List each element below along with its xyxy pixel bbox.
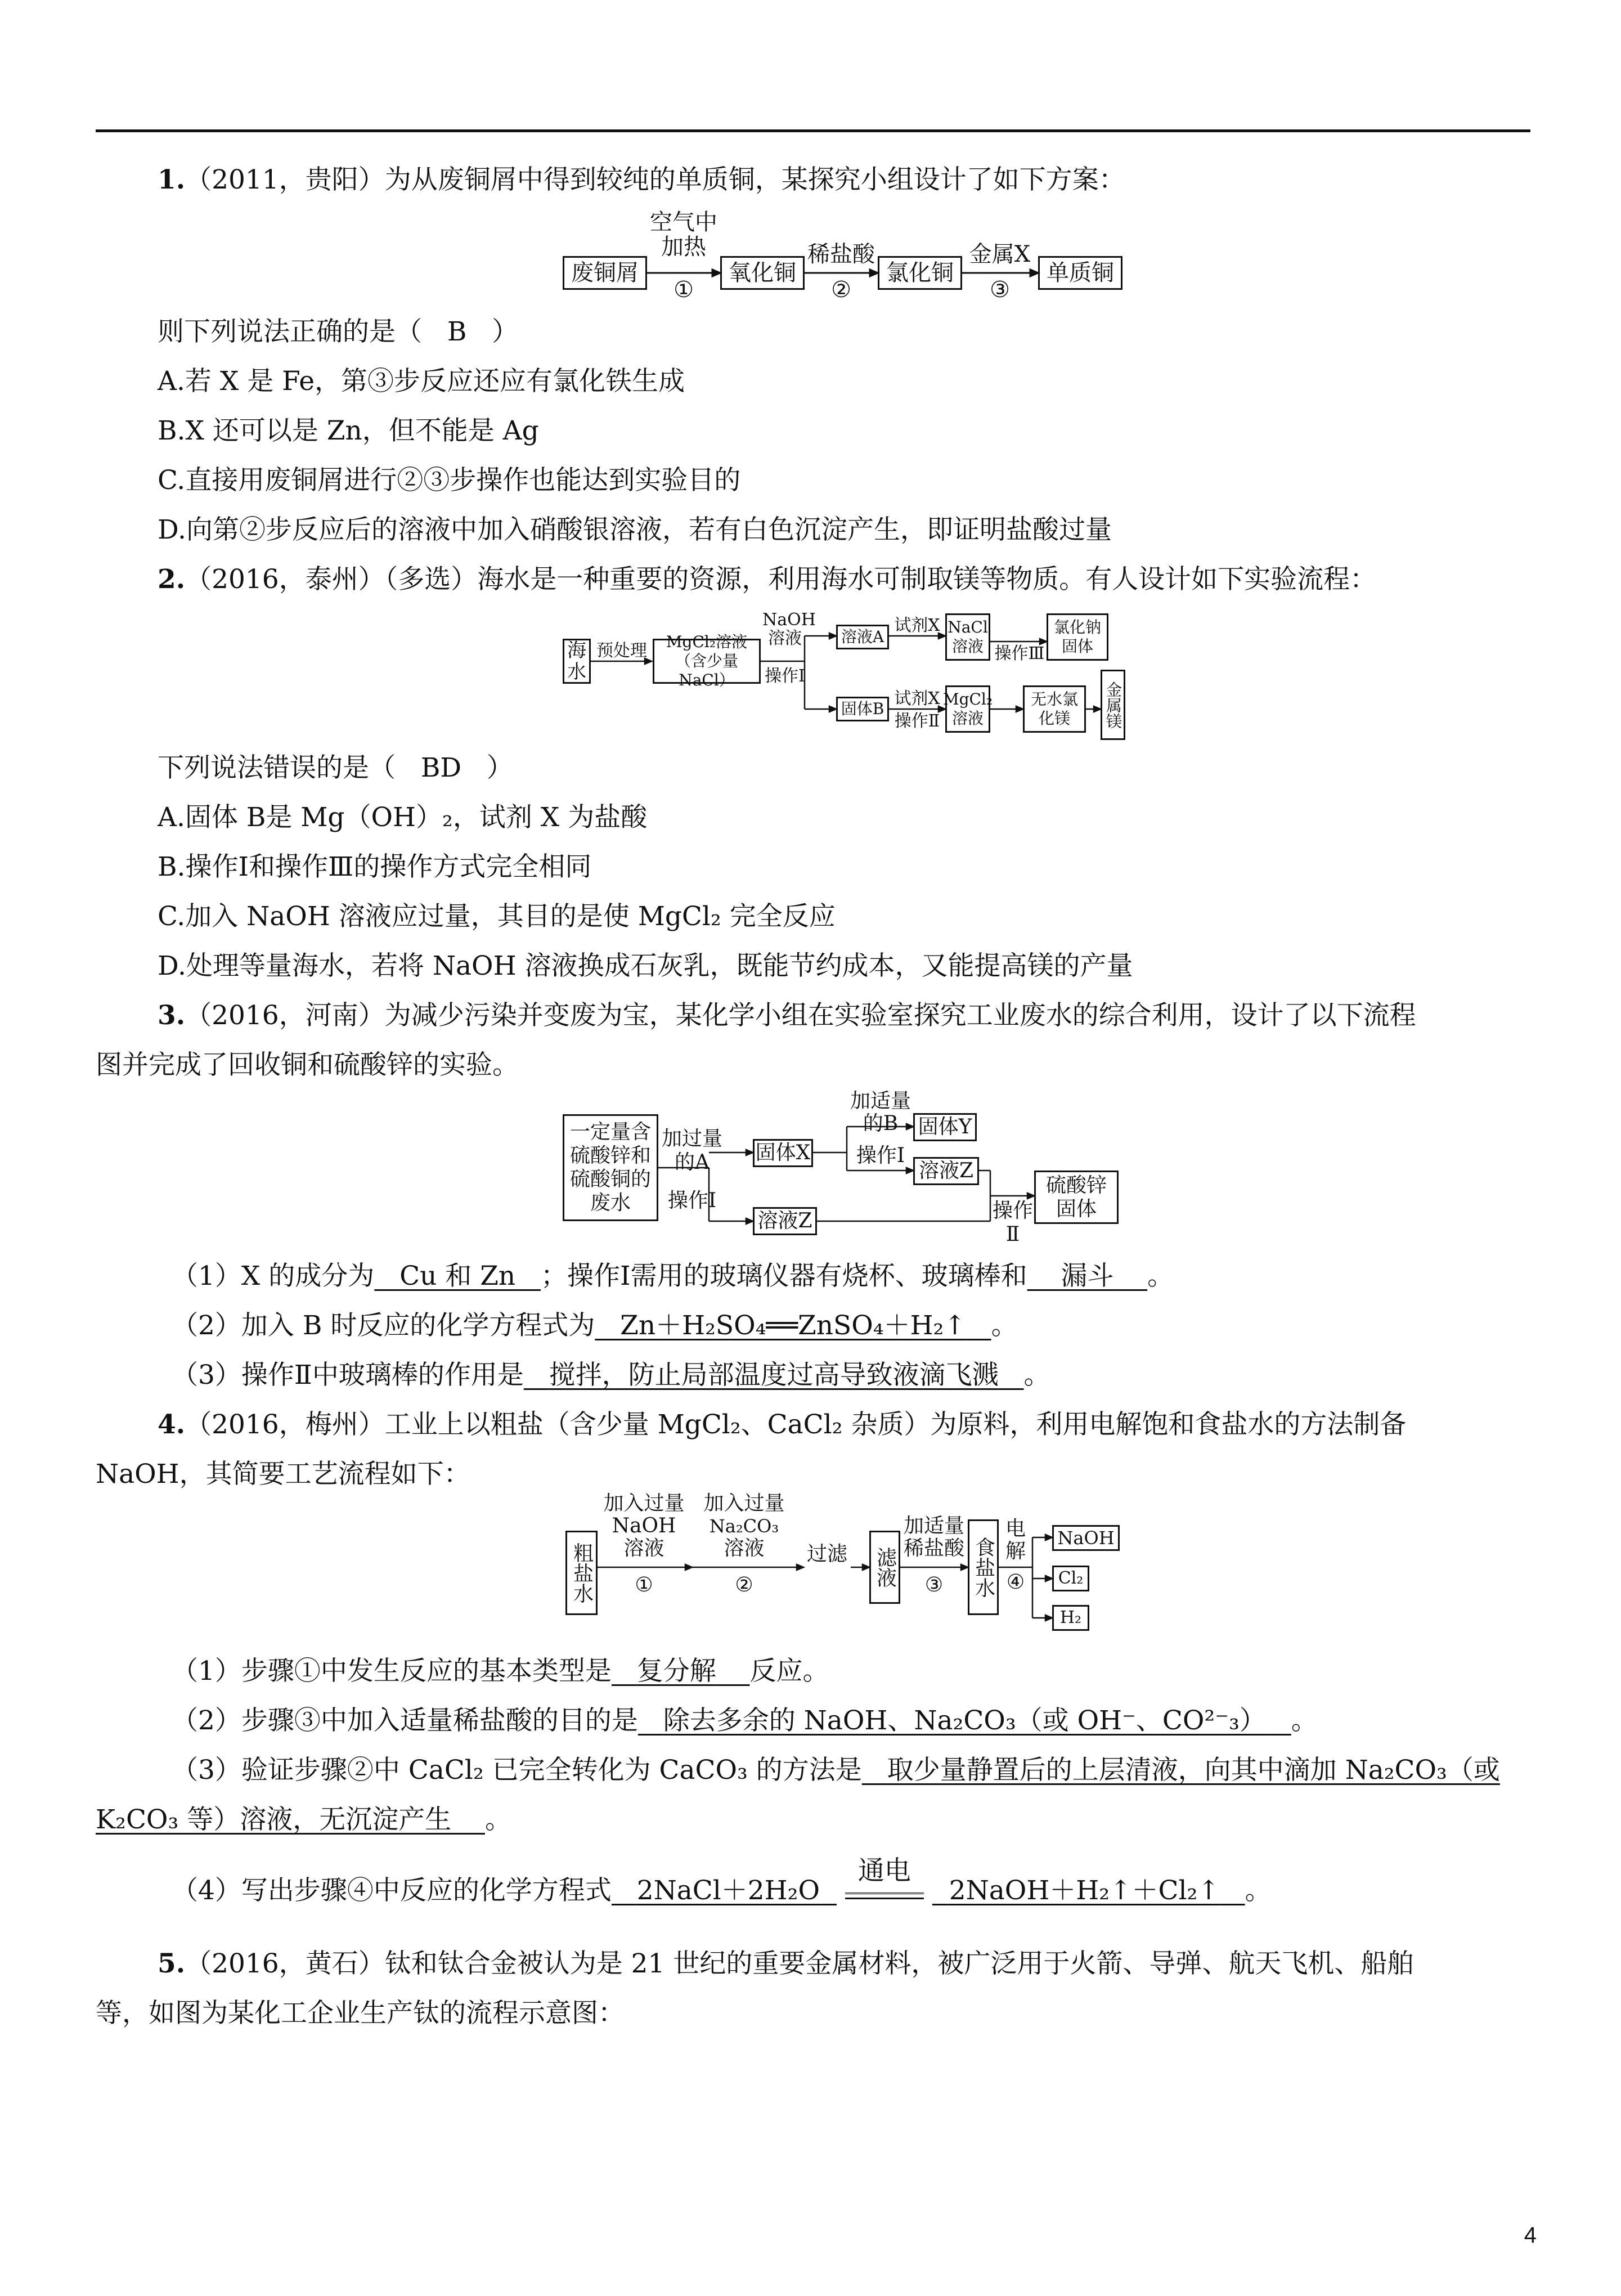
step-label: 空气中 — [650, 209, 717, 235]
answer: 搅拌，防止局部温度过高导致液滴飞溅 — [549, 1360, 999, 1391]
option: C.加入 NaOH 溶液应过量，其目的是使 MgCl₂ 完全反应 — [158, 901, 836, 932]
option: C.直接用废铜屑进行②③步操作也能达到实验目的 — [158, 465, 741, 496]
option: A.固体 B是 Mg（OH）₂，试剂 X 为盐酸 — [158, 802, 648, 833]
step-number: ③ — [924, 1573, 944, 1597]
naoh-product-box: NaOH — [1052, 1525, 1120, 1551]
answer: B — [447, 316, 467, 347]
q1-stem: 1.（2011，贵阳）为从废铜屑中得到较纯的单质铜，某探究小组设计了如下方案： — [158, 164, 1125, 195]
flow-box: 氧化铜 — [720, 256, 805, 290]
step-label: 试剂X — [894, 616, 940, 635]
step-label: Na₂CO₃ — [709, 1515, 779, 1537]
flow-box: 废铜屑 — [563, 256, 647, 290]
q5-stem: 5.（2016，黄石）钛和钛合金被认为是 21 世纪的重要金属材料，被广泛用于火箭、导弹、航天飞机、船舶 — [158, 1948, 1414, 1979]
step-label: 操作Ⅲ — [994, 644, 1045, 663]
step-label: 加过量 — [661, 1127, 722, 1150]
step-label: 稀盐酸 — [807, 241, 875, 267]
step-label: 加入过量 — [603, 1492, 685, 1515]
step-label: 稀盐酸 — [903, 1537, 964, 1560]
step-number: ② — [735, 1573, 753, 1597]
answer: K₂CO₃ 等）溶液，无沉淀产生 — [96, 1804, 452, 1835]
step-label: 预处理 — [596, 641, 647, 661]
option: D.向第②步反应后的溶液中加入硝酸银溶液，若有白色沉淀产生，即证明盐酸过量 — [158, 514, 1112, 545]
q2-stem: 2.（2016，泰州）（多选）海水是一种重要的资源，利用海水可制取镁等物质。有人设计如下实验流程： — [158, 564, 1377, 595]
q4-sub4: （4）写出步骤④中反应的化学方程式 2NaCl＋2H₂O 通电 2NaOH＋H₂↑＋Cl₂↑ 。 — [172, 1855, 1272, 1906]
step-label: NaOH — [762, 610, 816, 630]
solid-y-box: 固体Y — [913, 1113, 977, 1141]
q4-stem-cont: NaOH，其简要工艺流程如下： — [96, 1459, 470, 1490]
step-label: NaOH — [612, 1514, 676, 1537]
q3-sub2: （2）加入 B 时反应的化学方程式为 Zn＋H₂SO₄══ZnSO₄＋H₂↑ 。 — [172, 1310, 1018, 1341]
wastewater-box: 一定量含 硫酸锌和 硫酸铜的 废水 — [563, 1114, 658, 1221]
option: D.处理等量海水，若将 NaOH 溶液换成石灰乳，既能节约成本，又能提高镁的产量 — [158, 950, 1133, 981]
mgcl2-solution-box: MgCl₂溶液 （含少量NaCl） — [653, 639, 761, 684]
q4-sub3: （3）验证步骤②中 CaCl₂ 已完全转化为 CaCO₃ 的方法是 取少量静置后的上层清液，向其中滴加 Na₂CO₃（或 — [172, 1755, 1500, 1786]
q3-stem-cont: 图并完成了回收铜和硫酸锌的实验。 — [96, 1050, 519, 1080]
q3-flow-diagram — [563, 1089, 1125, 1261]
reaction-condition: 通电 — [845, 1887, 924, 1899]
brine-box: 食盐水 — [968, 1519, 999, 1615]
answer: Cu 和 Zn — [399, 1261, 516, 1292]
solution-z-box: 溶液Z — [753, 1207, 817, 1235]
q4-stem: 4.（2016，梅州）工业上以粗盐（含少量 MgCl₂、CaCl₂ 杂质）为原料，利用电解饱和食盐水的方法制备 — [158, 1409, 1407, 1440]
seawater-box: 海水 — [563, 639, 591, 684]
step-number: ① — [673, 277, 694, 303]
nacl-solid-box: 氯化钠 固体 — [1047, 613, 1108, 661]
step-label: 溶液 — [768, 629, 802, 648]
answer: Zn＋H₂SO₄══ZnSO₄＋H₂↑ — [620, 1310, 966, 1341]
step-label: 试剂X — [894, 689, 940, 708]
option: B.X 还可以是 Zn，但不能是 Ag — [158, 415, 539, 446]
q4-sub2: （2）步骤③中加入适量稀盐酸的目的是 除去多余的 NaOH、Na₂CO₃（或 OH⁻、CO²⁻₃） 。 — [172, 1705, 1318, 1736]
flow-box: 氯化铜 — [878, 256, 962, 290]
option: B.操作Ⅰ和操作Ⅲ的操作方式完全相同 — [158, 851, 592, 882]
step-label: 操作Ⅰ — [856, 1144, 905, 1167]
mgcl2-box: MgCl₂ 溶液 — [945, 685, 990, 733]
step-label: 的B — [863, 1112, 899, 1135]
step-label: 操作Ⅰ — [765, 666, 805, 686]
step-label: 加适量 — [903, 1514, 964, 1537]
step-label: 加适量 — [850, 1089, 911, 1113]
nacl-solution-box: NaCl 溶液 — [945, 613, 990, 661]
answer: 除去多余的 NaOH、Na₂CO₃（或 OH⁻、CO²⁻₃） — [663, 1705, 1266, 1736]
solution-z2-box: 溶液Z — [913, 1157, 979, 1185]
answer: 2NaCl＋2H₂O — [636, 1875, 820, 1906]
q1-flow-diagram — [563, 211, 1125, 310]
answer: 取少量静置后的上层清液，向其中滴加 Na₂CO₃（或 — [887, 1755, 1500, 1786]
flow-box: 单质铜 — [1038, 256, 1122, 290]
q2-flow-diagram — [563, 610, 1125, 743]
header-rule — [96, 129, 1530, 132]
step-label: 金属X — [969, 241, 1031, 267]
solution-a-box: 溶液A — [836, 625, 889, 649]
q1-ask: 则下列说法正确的是（ B ） — [158, 316, 519, 347]
step-number: ④ — [1006, 1571, 1025, 1594]
answer: 复分解 — [636, 1656, 716, 1687]
answer: BD — [420, 752, 462, 783]
cl2-product-box: Cl₂ — [1052, 1566, 1089, 1591]
step-number: ③ — [990, 277, 1010, 303]
q3-sub3: （3）操作Ⅱ中玻璃棒的作用是 搅拌，防止局部温度过高导致液滴飞溅 。 — [172, 1360, 1050, 1391]
step-label: 操作 — [992, 1199, 1033, 1222]
step-label: 过滤 — [806, 1542, 847, 1566]
q4-sub1: （1）步骤①中发生反应的基本类型是 复分解 反应。 — [172, 1656, 829, 1687]
solid-b-box: 固体B — [836, 697, 889, 721]
step-label: 溶液 — [623, 1537, 664, 1560]
step-label: 电 — [1005, 1517, 1026, 1540]
step-number: ① — [635, 1573, 653, 1597]
q5-stem-cont: 等，如图为某化工企业生产钛的流程示意图： — [96, 1998, 625, 2029]
step-label: 解 — [1005, 1540, 1026, 1563]
step-label: Ⅱ — [1005, 1223, 1020, 1246]
q2-ask: 下列说法错误的是（ BD ） — [158, 752, 513, 783]
option: A.若 X 是 Fe，第③步反应还应有氯化铁生成 — [158, 366, 685, 397]
crude-brine-box: 粗盐水 — [565, 1531, 598, 1615]
step-label: 加热 — [661, 234, 706, 260]
q3-stem: 3.（2016，河南）为减少污染并变废为宝，某化学小组在实验室探究工业废水的综合利用，设计了以下流程 — [158, 1000, 1416, 1031]
filtrate-box: 滤液 — [869, 1531, 900, 1604]
q3-sub1: （1）X 的成分为 Cu 和 Zn ；操作Ⅰ需用的玻璃仪器有烧杯、玻璃棒和 漏斗 。 — [172, 1261, 1174, 1292]
step-label: 溶液 — [724, 1537, 765, 1560]
step-label: 加入过量 — [703, 1492, 785, 1515]
step-label: 操作Ⅰ — [667, 1189, 717, 1212]
answer: 2NaOH＋H₂↑＋Cl₂↑ — [949, 1875, 1220, 1906]
h2-product-box: H₂ — [1052, 1605, 1089, 1631]
page-number: 4 — [1524, 2223, 1537, 2248]
solid-x-box: 固体X — [753, 1139, 813, 1167]
q4-sub3-cont: K₂CO₃ 等）溶液，无沉淀产生 。 — [96, 1804, 511, 1835]
anhydrous-mgcl2-box: 无水氯 化镁 — [1023, 685, 1086, 733]
step-number: ② — [831, 277, 851, 303]
step-label: 操作Ⅱ — [894, 711, 940, 731]
q4-flow-diagram — [563, 1492, 1125, 1649]
magnesium-box: 金属镁 — [1101, 670, 1125, 740]
step-label: 的A — [675, 1151, 710, 1174]
answer: 漏斗 — [1061, 1261, 1114, 1292]
zinc-sulfate-box: 硫酸锌 固体 — [1034, 1171, 1119, 1224]
